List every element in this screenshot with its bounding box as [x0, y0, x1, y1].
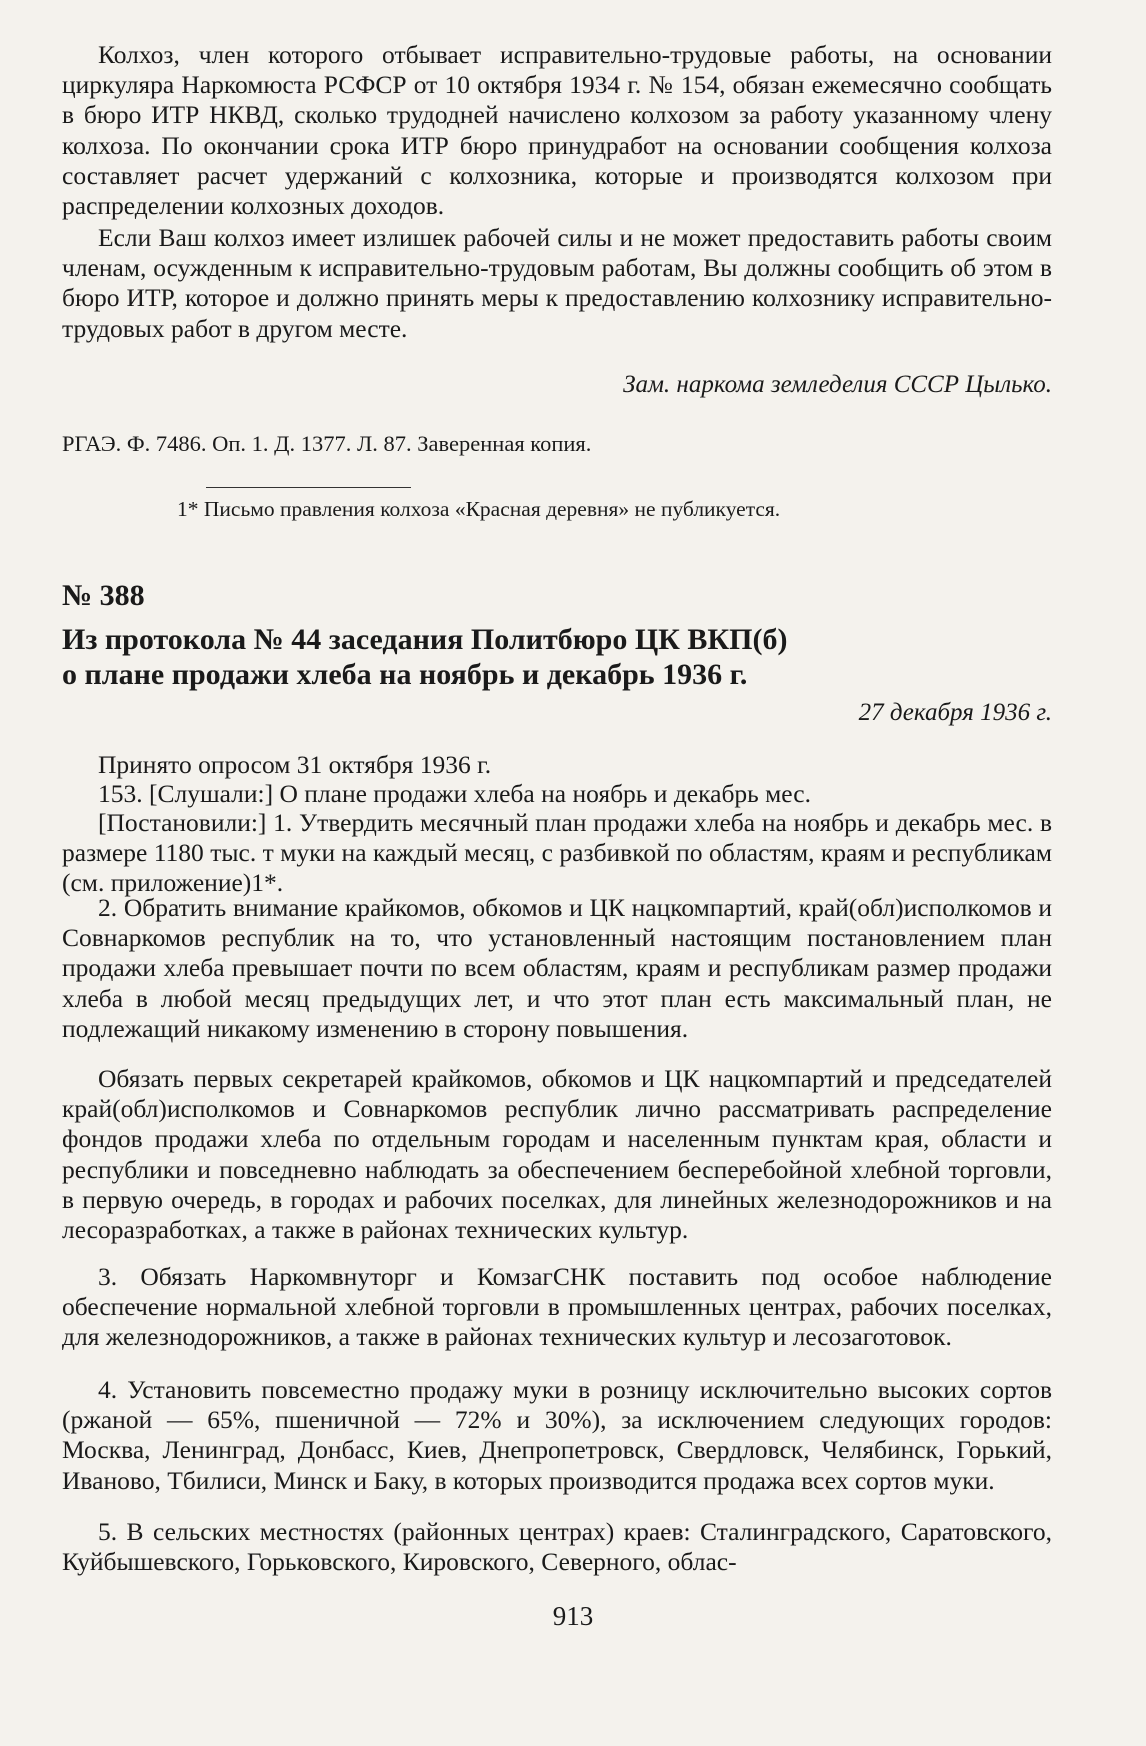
page-number: 913: [552, 1601, 594, 1631]
paragraph-resolved-1: [Постановили:] 1. Утвердить месячный план продажи хлеба на ноябрь и декабрь мес. в размере 1180 тыс. т муки на каждый месяц, с разбивкой по областям, краям и республикам (см. приложение)1*.: [62, 808, 1052, 898]
document-date: 27 декабря 1936 г.: [858, 699, 1052, 726]
paragraph-item-2: 2. Обратить внимание крайкомов, обкомов и ЦК нацкомпартий, край(обл)исполкомов и Совнаркомов республик на то, что установленный настоящим постановлением план продажи хлеба превышает почти по всем областям, краям и республикам размер продажи хлеба в любой месяц предыдущих лет, и что этот план есть максимальный план, не подлежащий никакому изменению в сторону повышения.: [62, 893, 1052, 1043]
paragraph-item-3: 3. Обязать Наркомвнуторг и КомзагСНК поставить под особое наблюдение обеспечение нормальной хлебной торговли в промышленных центрах, рабочих поселках, для железнодорожников, а также в районах технических культур и лесозаготовок.: [62, 1262, 1052, 1352]
paragraph-accepted: Принято опросом 31 октября 1936 г.: [98, 750, 492, 779]
document-title-line-1: Из протокола № 44 заседания Политбюро ЦК ВКП(б): [62, 623, 788, 656]
prev-paragraph-1: Колхоз, член которого отбывает исправительно-трудовые работы, на основании циркуляра Наркомюста РСФСР от 10 октября 1934 г. № 154, обязан ежемесячно сообщать в бюро ИТР НКВД, сколько трудодней начислено колхозом за работу указанному члену колхоза. По окончании срока ИТР бюро принудработ на основании сообщения колхоза составляет расчет удержаний с колхозника, которые и производятся колхозом при распределении колхозных доходов.: [62, 40, 1052, 221]
prev-paragraph-2: Если Ваш колхоз имеет излишек рабочей силы и не может предоставить работы своим членам, осужденным к исправительно-трудовым работам, Вы должны сообщить об этом в бюро ИТР, которое и должно принять меры к предоставлению колхознику исправительно-трудовых работ в другом месте.: [62, 223, 1052, 343]
document-title-line-2: о плане продажи хлеба на ноябрь и декабрь 1936 г.: [62, 658, 748, 691]
footnote-divider: [206, 487, 411, 488]
paragraph-heard: 153. [Слушали:] О плане продажи хлеба на ноябрь и декабрь мес.: [98, 779, 811, 808]
archive-source: РГАЭ. Ф. 7486. Оп. 1. Д. 1377. Л. 87. Заверенная копия.: [62, 431, 592, 456]
footnote: 1* Письмо правления колхоза «Красная деревня» не публикуется.: [177, 497, 781, 521]
paragraph-item-5: 5. В сельских местностях (районных центрах) краев: Сталинградского, Саратовского, Куйбышевского, Горьковского, Кировского, Северного, облас-: [62, 1517, 1052, 1577]
paragraph-obligate: Обязать первых секретарей крайкомов, обкомов и ЦК нацкомпартий и председателей край(обл)исполкомов и Совнаркомов республик лично рассматривать распределение фондов продажи хлеба по отдельным городам и населенным пунктам края, области и республики и повседневно наблюдать за обеспечением бесперебойной хлебной торговли, в первую очередь, в городах и рабочих поселках, для линейных железнодорожников и на лесоразработках, а также в районах технических культур.: [62, 1064, 1052, 1245]
document-number: № 388: [62, 579, 145, 612]
paragraph-item-4: 4. Установить повсеместно продажу муки в розницу исключительно высоких сортов (ржаной — 65%, пшеничной — 72% и 30%), за исключением следующих городов: Москва, Ленинград, Донбасс, Киев, Днепропетровск, Свердловск, Челябинск, Горький, Иваново, Тбилиси, Минск и Баку, в которых производится продажа всех сортов муки.: [62, 1375, 1052, 1495]
signature: Зам. наркома земледелия СССР Цылько.: [623, 371, 1052, 398]
